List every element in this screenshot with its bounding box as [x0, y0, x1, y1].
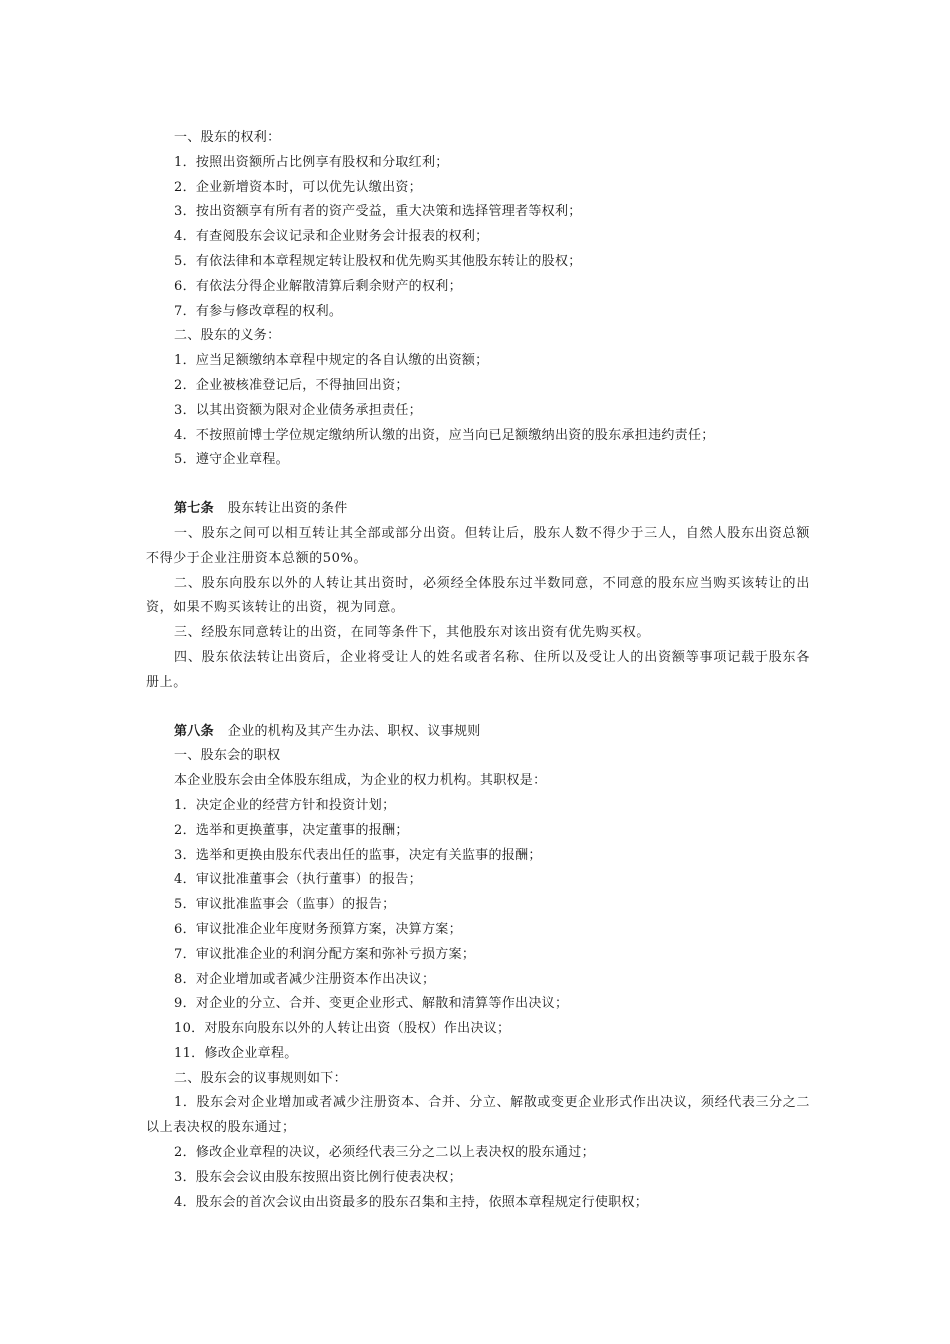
rights-item: 3．按出资额享有所有者的资产受益，重大决策和选择管理者等权利； [174, 204, 582, 220]
duties-item: 4．不按照前博士学位规定缴纳所认缴的出资，应当向已足额缴纳出资的股东承担违约责任； [174, 427, 715, 443]
article8-number: 第八条 [174, 723, 214, 739]
article8-title: 企业的机构及其产生办法、职权、议事规则 [227, 723, 481, 739]
section-gap [146, 696, 810, 720]
duties-heading: 二、股东的义务： [174, 328, 281, 344]
article7-paragraph: 一、股东之间可以相互转让其全部或部分出资。但转让后，股东人数不得少于三人，自然人股东出资总额不得少于企业注册资本总额的50%。 [146, 525, 810, 566]
powers-item: 8．对企业增加或者减少注册资本作出决议； [174, 971, 436, 987]
article8-section2-heading: 二、股东会的议事规则如下： [174, 1070, 347, 1086]
rights-item: 6．有依法分得企业解散清算后剩余财产的权利； [174, 278, 462, 294]
rules-item: 1．股东会对企业增加或者减少注册资本、合并、分立、解散或变更企业形式作出决议，须经代表三分之二以上表决权的股东通过； [146, 1095, 810, 1136]
powers-item: 5．审议批准监事会（监事）的报告； [174, 897, 396, 913]
rules-item: 2．修改企业章程的决议，必须经代表三分之二以上表决权的股东通过； [174, 1145, 595, 1161]
powers-item: 6．审议批准企业年度财务预算方案，决算方案； [174, 921, 462, 937]
article7-title: 股东转让出资的条件 [227, 501, 348, 517]
rights-item: 1．按照出资额所占比例享有股权和分取红利； [174, 154, 449, 170]
article7-heading [146, 497, 810, 522]
powers-item: 1．决定企业的经营方针和投资计划； [174, 797, 396, 813]
article8-heading [146, 720, 810, 745]
powers-item: 2．选举和更换董事，决定董事的报酬； [174, 822, 409, 838]
duties-item: 2．企业被核准登记后，不得抽回出资； [174, 377, 409, 393]
powers-item: 3．选举和更换由股东代表出任的监事，决定有关监事的报酬； [174, 847, 542, 863]
rules-item: 4．股东会的首次会议由出资最多的股东召集和主持，依照本章程规定行使职权； [174, 1194, 649, 1210]
rights-item: 5．有依法律和本章程规定转让股权和优先购买其他股东转让的股权； [174, 253, 582, 269]
article7-number: 第七条 [174, 501, 214, 517]
document-body [146, 126, 810, 1215]
powers-item: 4．审议批准董事会（执行董事）的报告； [174, 872, 422, 888]
duties-item: 5．遵守企业章程。 [174, 452, 289, 468]
article8-section1-intro: 本企业股东会由全体股东组成，为企业的权力机构。其职权是： [174, 773, 547, 789]
rights-heading: 一、股东的权利： [174, 130, 281, 145]
powers-item: 10．对股东向股东以外的人转让出资（股权）作出决议； [174, 1021, 511, 1037]
article7-paragraph: 二、股东向股东以外的人转让其出资时，必须经全体股东过半数同意，不同意的股东应当购买该转让的出资，如果不购买该转让的出资，视为同意。 [146, 575, 810, 616]
article7-paragraph: 四、股东依法转让出资后，企业将受让人的姓名或者名称、住所以及受让人的出资额等事项记载于股东各册上。 [146, 649, 810, 690]
rules-item: 3．股东会会议由股东按照出资比例行使表决权； [174, 1169, 462, 1185]
section-gap [146, 473, 810, 497]
article7-paragraph: 三、经股东同意转让的出资，在同等条件下，其他股东对该出资有优先购买权。 [174, 625, 651, 641]
powers-item: 11．修改企业章程。 [174, 1045, 298, 1061]
powers-item: 7．审议批准企业的利润分配方案和弥补亏损方案； [174, 946, 476, 962]
duties-item: 3．以其出资额为限对企业债务承担责任； [174, 402, 422, 418]
rights-item: 4．有查阅股东会议记录和企业财务会计报表的权利； [174, 229, 489, 245]
rights-item: 2．企业新增资本时，可以优先认缴出资； [174, 179, 422, 195]
article8-section1-heading: 一、股东会的职权 [174, 748, 281, 764]
powers-item: 9．对企业的分立、合并、变更企业形式、解散和清算等作出决议； [174, 996, 569, 1012]
duties-item: 1．应当足额缴纳本章程中规定的各自认缴的出资额； [174, 353, 489, 369]
rights-item: 7．有参与修改章程的权利。 [174, 303, 343, 319]
